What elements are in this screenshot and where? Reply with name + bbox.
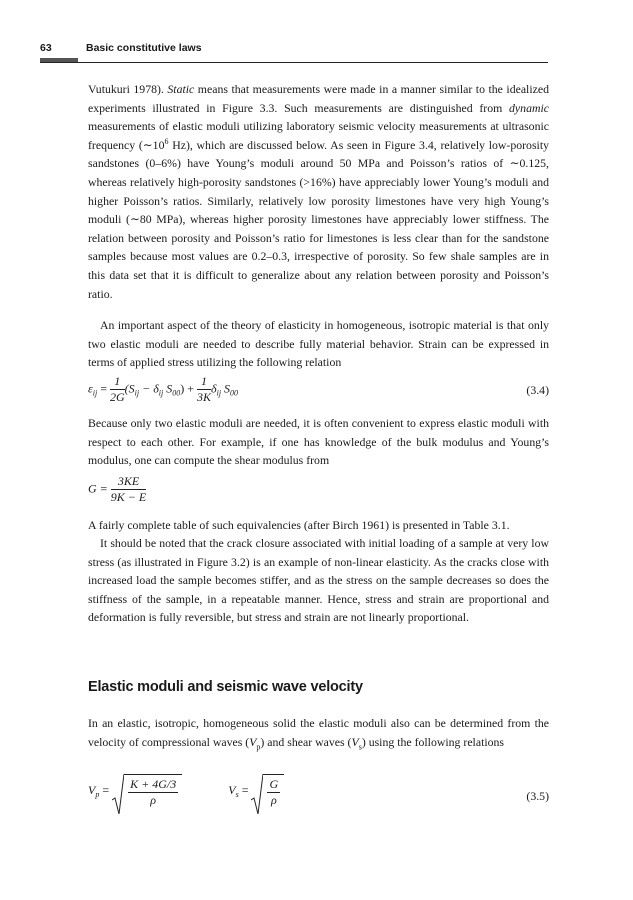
running-header <box>40 42 548 58</box>
header-rule <box>40 62 548 63</box>
section-heading: Elastic moduli and seismic wave velocity <box>88 679 363 695</box>
equation-number: (3.4) <box>526 383 549 397</box>
paragraph-5: It should be noted that the crack closure associated with initial loading of a sample at very low stress (as illustrated in Figure 3.2) is an example of non-linear elasticity. As the cracks close with increased load the sample becomes stiffer, and as the stress on the sample decreases so does the stiffness of the sample, in a repeatable manner. Hence, stress and strain are proportional and deformation is fully reversible, but stress and strain are not linearly proportional. <box>88 536 549 625</box>
equation-3-4: $\varepsilon_{ij}$ = $\frac{1}{2G}$ ($S_{ij} - \delta_{ij}$ $S_{00}$) + $\frac{1}{3K}$ $\delta_{ij}$ $S_{00}$ (3.4) <box>88 374 549 404</box>
equation-shear-modulus: G = $\frac{3KE}{9K - E}$ <box>88 474 147 504</box>
paragraph-3: Because only two elastic moduli are needed, it is often convenient to express elastic moduli with respect to each other. For example, if one has knowledge of the bulk modulus and Young’s modulus, one can compute the shear modulus from <box>88 416 549 468</box>
paragraph-4: A fairly complete table of such equivalencies (after Birch 1961) is presented in Table 3.1. <box>88 518 510 532</box>
equation-number: (3.5) <box>526 789 549 803</box>
page-number: 63 <box>40 42 52 54</box>
paragraph-1: Vutukuri 1978). Static means that measurements were made in a manner similar to the idealized experiments illustrated in Figure 3.3. Such measurements are distinguished from dynamic measurements of elastic moduli utilizing laboratory seismic velocity measurements at ultrasonic frequency ($\sim 10^6$ Hz), which are discussed below. As seen in Figure 3.4, relatively low-porosity sandstones (0–6%) have Young’s moduli around 50 MPa and Poisson’s ratios of ∼0.125, whereas relatively high-porosity sandstones (>16%) have appreciably lower Young’s moduli and higher Poisson’s ratios. Similarly, relatively low porosity limestones have very high Young’s moduli (∼80 MPa), whereas higher porosity limestones have appreciably lower stiffness. The relation between porosity and Poisson’s ratio for limestones is less clear than for the sandstone samples because most values are 0.2–0.3, irrespective of porosity. So few shale samples are in this data set that it is difficult to generalize about any relation between porosity and Poisson’s ratio. <box>88 82 549 301</box>
paragraph-2: An important aspect of the theory of elasticity in homogeneous, isotropic material is that only two elastic moduli are needed to describe fully material behavior. Strain can be expressed in terms of applied stress utilizing the following relation <box>88 318 549 370</box>
paragraph-6: In an elastic, isotropic, homogeneous solid the elastic moduli also can be determined from the velocity of compressional waves $(V_p)$ and shear waves $(V_s)$ using the following relations <box>88 716 549 751</box>
running-title: Basic constitutive laws <box>86 42 202 54</box>
equation-3-5: $V_p$ = $\frac{K + 4G/3}{\rho}$ $V_s$ = $\frac{G}{\rho}$ (3.5) <box>88 774 549 808</box>
